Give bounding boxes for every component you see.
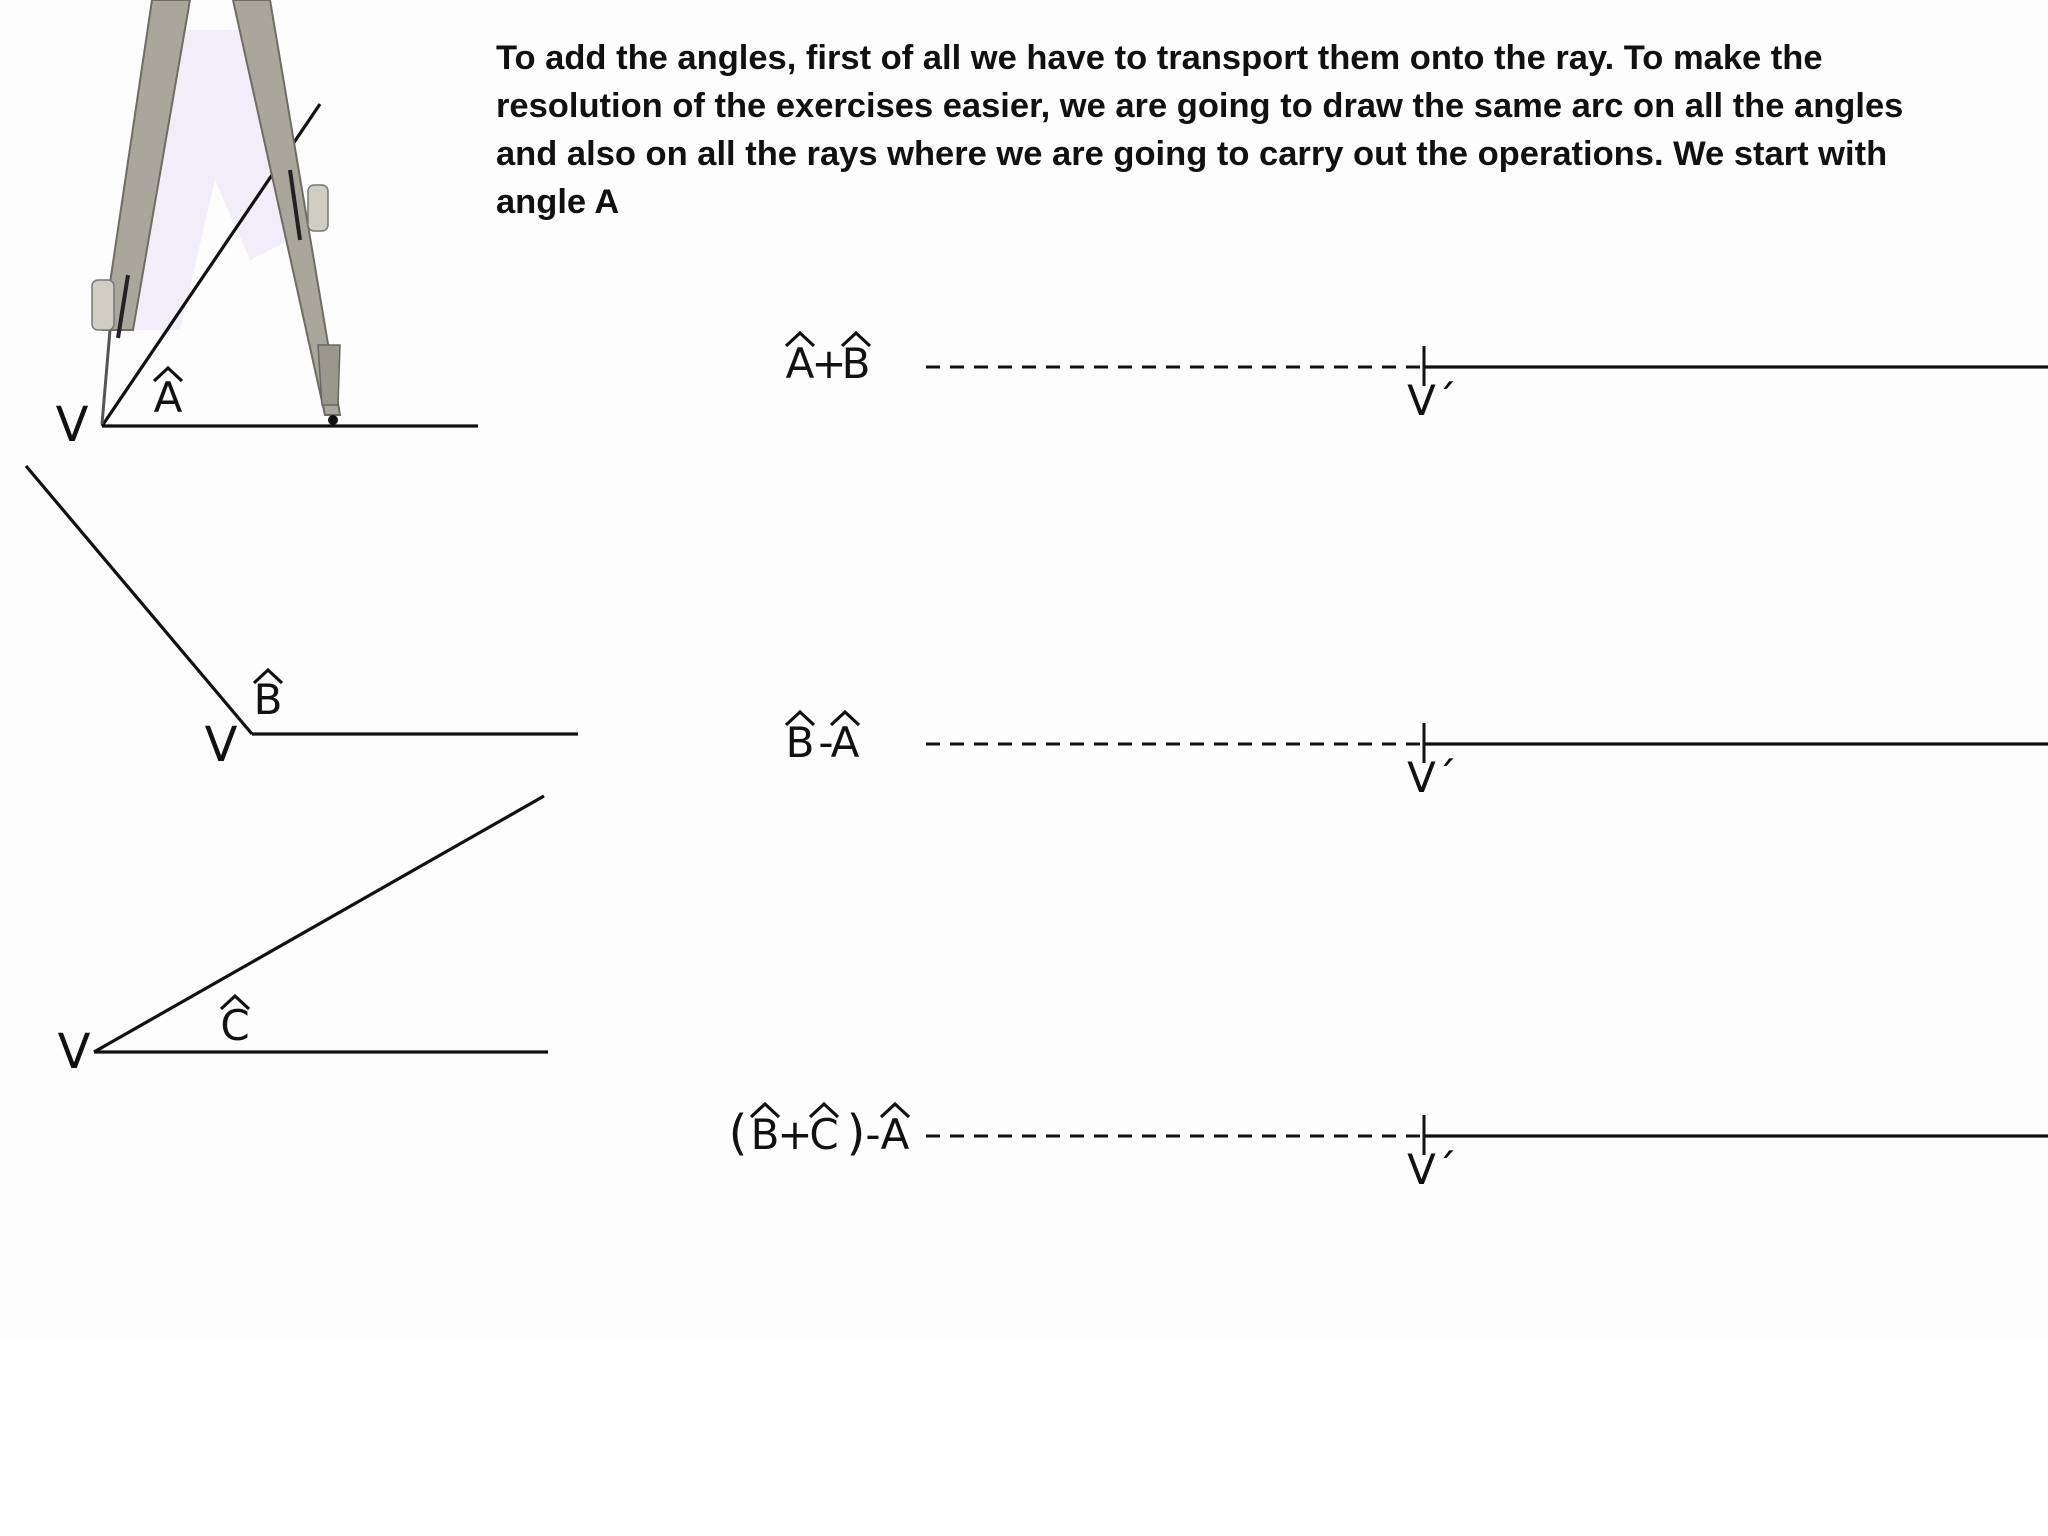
compass-lead-tip bbox=[328, 415, 338, 425]
angle-b bbox=[26, 466, 578, 773]
op2-operand-b: B bbox=[785, 718, 815, 767]
op2-minus-sign: - bbox=[818, 718, 834, 767]
operation-sum-a-b bbox=[786, 333, 2048, 425]
op3-operand-a: A bbox=[880, 1110, 910, 1159]
angle-b-side-ray bbox=[26, 466, 252, 734]
op2-vertex-label: V´ bbox=[1407, 753, 1457, 802]
op3-vertex-label: V´ bbox=[1407, 1145, 1457, 1194]
op3-minus-sign: - bbox=[865, 1110, 881, 1159]
angle-b-vertex-label: V bbox=[204, 717, 238, 773]
op3-operand-b: B bbox=[750, 1110, 780, 1159]
angle-c-side-ray bbox=[94, 796, 544, 1052]
op3-open-paren: ( bbox=[728, 1105, 748, 1161]
op1-vertex-label: V´ bbox=[1407, 376, 1457, 425]
angle-c-label: C bbox=[220, 1001, 250, 1050]
op3-operand-c: C bbox=[809, 1110, 839, 1159]
angle-b-label: B bbox=[253, 675, 283, 724]
angle-c-vertex-label: V bbox=[57, 1024, 91, 1080]
op1-operand-a: A bbox=[785, 339, 815, 388]
operation-difference-b-a bbox=[786, 712, 2048, 802]
compass-right-screw bbox=[308, 185, 328, 231]
compass-needle bbox=[102, 330, 110, 424]
compass-left-screw bbox=[92, 280, 114, 330]
operation-combined-b-c-a bbox=[729, 1104, 2048, 1194]
op3-close-paren: ) bbox=[846, 1105, 866, 1161]
op2-operand-a: A bbox=[830, 718, 860, 767]
op1-plus-sign: + bbox=[811, 339, 847, 388]
op3-plus-sign: + bbox=[777, 1110, 813, 1159]
angle-a-label: A bbox=[153, 373, 183, 422]
op1-operand-b: B bbox=[841, 339, 871, 388]
compass-lead-holder bbox=[318, 345, 340, 405]
angle-c bbox=[58, 796, 548, 1080]
instruction-text: To add the angles, first of all we have to transport them onto the ray. To make the resolution of the exercises easier, we are going to draw the same arc on all the angles and also on all the rays where we are going to carry out the operations. We start with angle A bbox=[496, 39, 1904, 221]
angle-a-vertex-label: V bbox=[55, 397, 89, 453]
